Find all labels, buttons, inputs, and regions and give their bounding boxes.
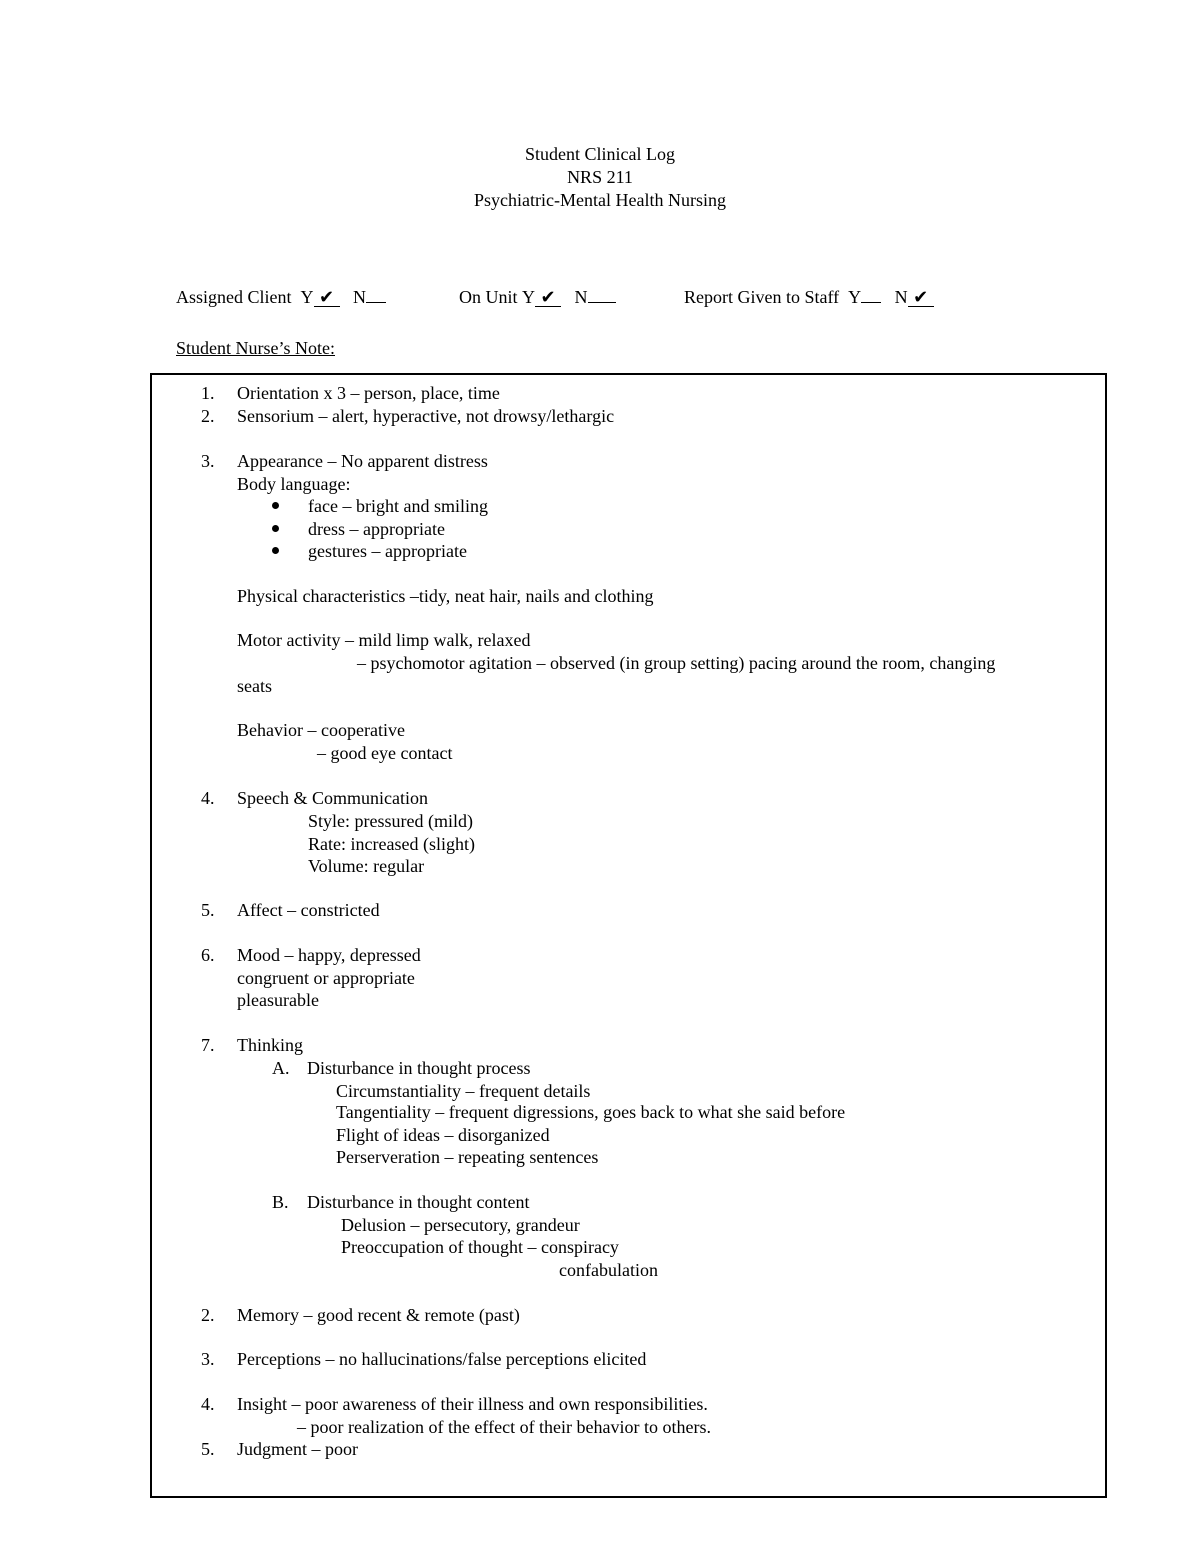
report-given-no-label: N <box>894 287 908 307</box>
item-number: 7. <box>201 1035 215 1055</box>
insight-detail: – poor realization of the effect of their behavior to others. <box>297 1417 712 1437</box>
on-unit-label: On Unit <box>459 287 518 307</box>
behavior-detail: – good eye contact <box>317 743 453 763</box>
affect-text: Affect – constricted <box>237 900 380 920</box>
item-number: 2. <box>201 406 215 426</box>
page-subtitle: Psychiatric-Mental Health Nursing <box>474 190 726 210</box>
bullet-item: face – bright and smiling <box>308 496 488 516</box>
thought-content-heading: Disturbance in thought content <box>307 1192 530 1212</box>
item-number: 1. <box>201 383 215 403</box>
orientation-text: Orientation x 3 – person, place, time <box>237 383 500 403</box>
bullet-icon <box>272 547 279 554</box>
thought-process-item: Flight of ideas – disorganized <box>336 1125 550 1145</box>
bullet-icon <box>272 525 279 532</box>
sensorium-text: Sensorium – alert, hyperactive, not drowsy/lethargic <box>237 406 615 426</box>
item-number: 5. <box>201 900 215 920</box>
assigned-client-yes-check[interactable]: ✔ <box>314 288 340 307</box>
assigned-client-no-check[interactable] <box>366 302 386 303</box>
thought-process-item: Perserveration – repeating sentences <box>336 1147 599 1167</box>
item-number: 3. <box>201 451 215 471</box>
appearance-text: Appearance – No apparent distress <box>237 451 488 471</box>
perceptions-text: Perceptions – no hallucinations/false perceptions elicited <box>237 1349 647 1369</box>
report-given-no-check[interactable]: ✔ <box>908 288 934 307</box>
assigned-client-yes-label: Y <box>300 287 314 307</box>
on-unit-field <box>459 286 616 308</box>
mood-line: congruent or appropriate <box>237 968 415 988</box>
on-unit-no-check[interactable] <box>588 302 616 303</box>
speech-style: Style: pressured (mild) <box>308 811 473 831</box>
mood-line: pleasurable <box>237 990 319 1010</box>
sub-item-letter: B. <box>272 1192 289 1212</box>
report-given-field <box>684 286 934 308</box>
note-heading: Student Nurse’s Note: <box>176 338 335 358</box>
on-unit-yes-label: Y <box>522 287 535 307</box>
item-number: 4. <box>201 788 215 808</box>
item-number: 3. <box>201 1349 215 1369</box>
thought-content-item: Preoccupation of thought – conspiracy <box>341 1237 619 1257</box>
item-number: 4. <box>201 1394 215 1414</box>
item-number: 5. <box>201 1439 215 1459</box>
item-number: 2. <box>201 1305 215 1325</box>
on-unit-no-label: N <box>574 287 588 307</box>
motor-activity-detail-cont: seats <box>237 676 272 696</box>
report-given-label: Report Given to Staff <box>684 287 840 307</box>
mood-text: Mood – happy, depressed <box>237 945 421 965</box>
course-number: NRS 211 <box>567 167 633 187</box>
note-box <box>150 373 1107 1498</box>
thought-content-item-cont: confabulation <box>559 1260 658 1280</box>
bullet-item: dress – appropriate <box>308 519 445 539</box>
sub-item-letter: A. <box>272 1058 290 1078</box>
speech-volume: Volume: regular <box>308 856 425 876</box>
speech-rate: Rate: increased (slight) <box>308 834 475 854</box>
thought-process-item: Circumstantiality – frequent details <box>336 1081 591 1101</box>
report-given-yes-label: Y <box>848 287 862 307</box>
memory-text: Memory – good recent & remote (past) <box>237 1305 520 1325</box>
judgment-text: Judgment – poor <box>237 1439 358 1459</box>
bullet-item: gestures – appropriate <box>308 541 467 561</box>
physical-characteristics-text: Physical characteristics –tidy, neat hair, nails and clothing <box>237 586 654 606</box>
body-language-label: Body language: <box>237 474 351 494</box>
bullet-icon <box>272 502 279 509</box>
report-given-yes-check[interactable] <box>861 302 881 303</box>
item-number: 6. <box>201 945 215 965</box>
thought-process-heading: Disturbance in thought process <box>307 1058 531 1078</box>
assigned-client-no-label: N <box>353 287 366 307</box>
assigned-client-label: Assigned Client <box>176 287 292 307</box>
insight-text: Insight – poor awareness of their illness and own responsibilities. <box>237 1394 708 1414</box>
thought-process-item: Tangentiality – frequent digressions, goes back to what she said before <box>336 1102 846 1122</box>
thought-content-item: Delusion – persecutory, grandeur <box>341 1215 580 1235</box>
speech-text: Speech & Communication <box>237 788 428 808</box>
thinking-text: Thinking <box>237 1035 303 1055</box>
motor-activity-text: Motor activity – mild limp walk, relaxed <box>237 630 531 650</box>
behavior-text: Behavior – cooperative <box>237 720 405 740</box>
page-title: Student Clinical Log <box>525 144 675 164</box>
on-unit-yes-check[interactable]: ✔ <box>535 288 561 307</box>
assigned-client-field <box>176 286 386 308</box>
motor-activity-detail: – psychomotor agitation – observed (in group setting) pacing around the room, changing <box>357 653 996 673</box>
